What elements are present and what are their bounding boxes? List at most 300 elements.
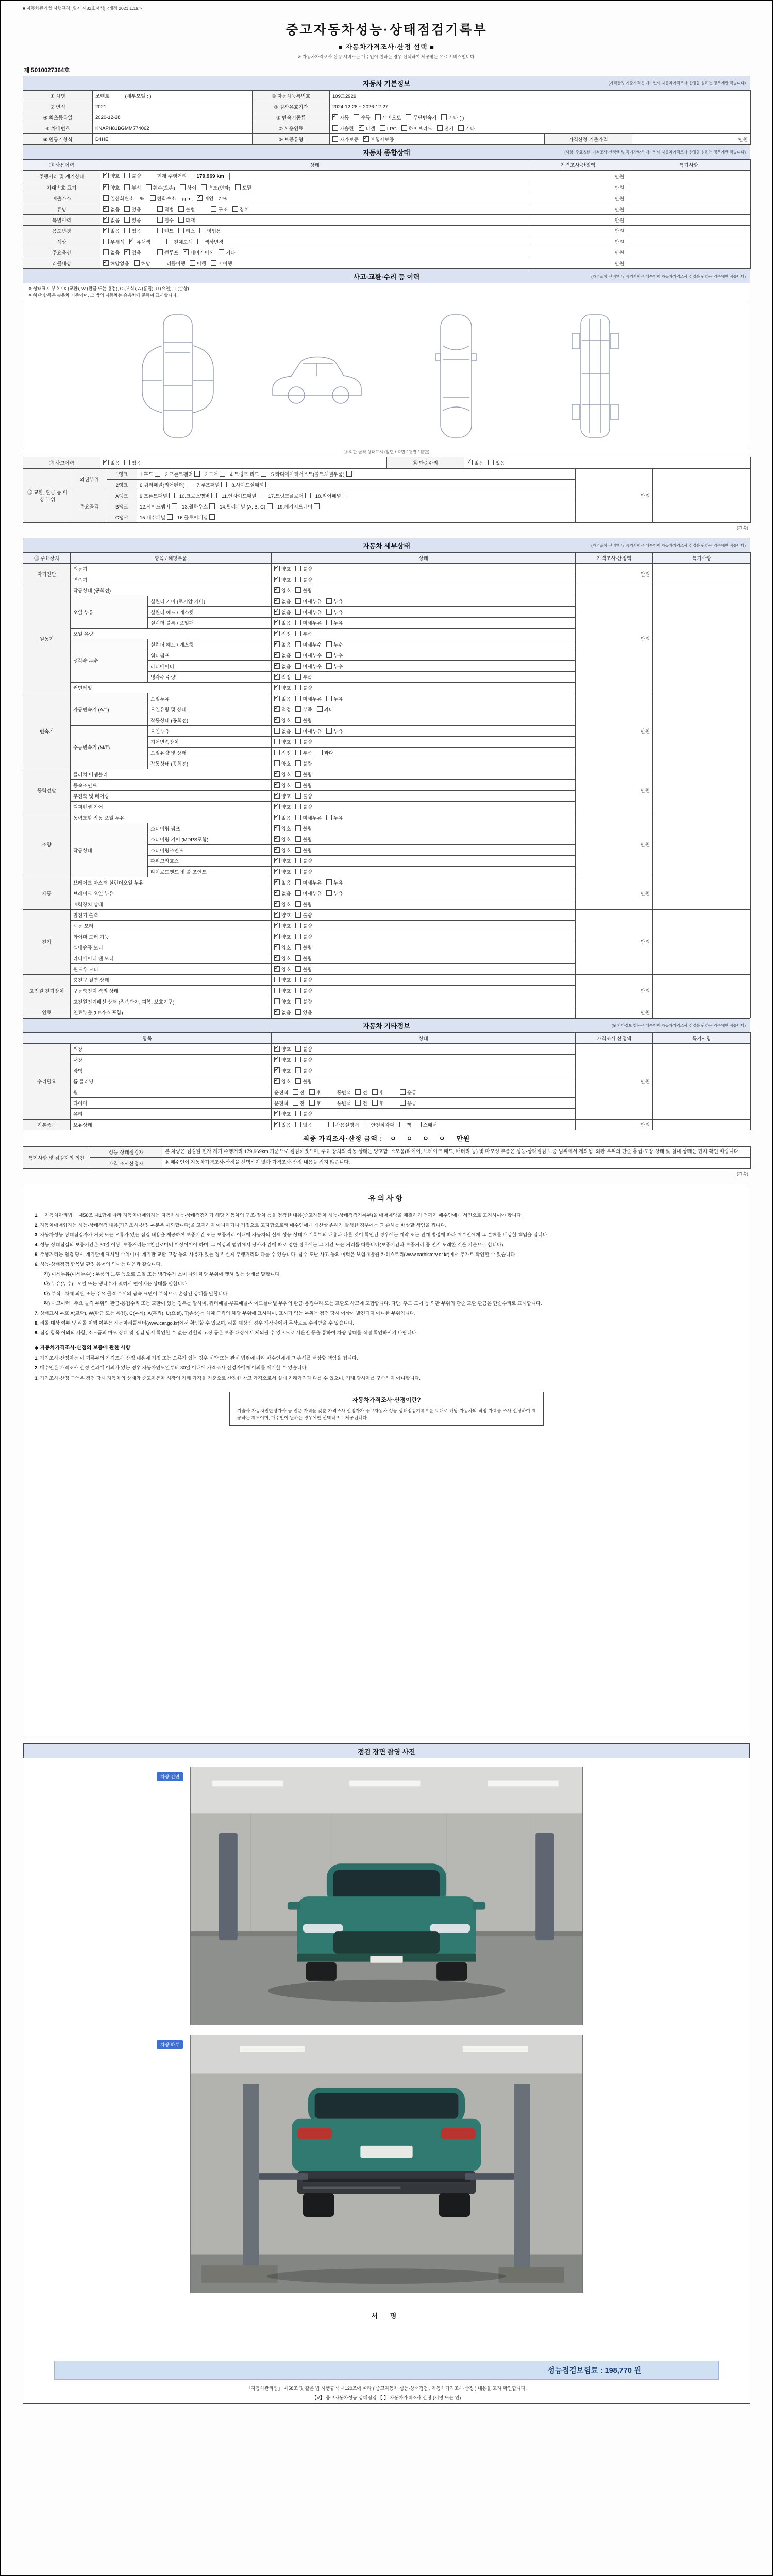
checkbox-option[interactable]: 불량 xyxy=(295,836,312,843)
checkbox-option[interactable]: 불량 xyxy=(295,846,312,854)
checkbox[interactable] xyxy=(326,696,332,701)
checkbox-option[interactable]: 누유 xyxy=(326,890,343,897)
checkbox-option[interactable]: 불량 xyxy=(295,565,312,572)
checkbox[interactable] xyxy=(274,1009,280,1015)
checkbox-option[interactable]: ✓ 양호 xyxy=(274,1067,291,1074)
checkbox-option[interactable]: 불량 xyxy=(295,933,312,940)
checkbox[interactable] xyxy=(274,1111,280,1116)
checkbox[interactable] xyxy=(103,228,109,233)
checkbox-option[interactable]: 불량 xyxy=(295,965,312,973)
checkbox[interactable] xyxy=(232,206,238,212)
checkbox[interactable] xyxy=(146,184,152,190)
checkbox[interactable] xyxy=(274,739,280,744)
checkbox[interactable] xyxy=(305,493,311,498)
checkbox-option[interactable]: 불량 xyxy=(295,998,312,1005)
checkbox-option[interactable]: ✓ 매연 xyxy=(197,195,213,202)
checkbox-option[interactable]: ✓ 양호 xyxy=(274,868,291,875)
checkbox-option[interactable]: 전 xyxy=(355,1089,367,1096)
checkbox[interactable] xyxy=(178,228,184,233)
checkbox[interactable] xyxy=(211,260,216,266)
checkbox[interactable] xyxy=(372,1089,378,1095)
checkbox[interactable] xyxy=(295,1111,301,1116)
checkbox[interactable] xyxy=(235,184,241,190)
checkbox-option[interactable]: 훼손(오손) xyxy=(146,184,175,191)
checkbox[interactable] xyxy=(274,631,280,636)
checkbox[interactable] xyxy=(274,760,280,766)
checkbox[interactable] xyxy=(221,482,227,487)
checkbox-option[interactable]: 세미오토 xyxy=(375,114,401,121)
checkbox[interactable] xyxy=(124,184,130,190)
checkbox[interactable] xyxy=(326,663,332,669)
checkbox[interactable] xyxy=(372,1100,378,1106)
checkbox[interactable] xyxy=(328,1122,334,1127)
checkbox[interactable] xyxy=(295,901,301,907)
checkbox[interactable] xyxy=(274,944,280,950)
checkbox[interactable] xyxy=(258,493,263,498)
checkbox-option[interactable]: 불량 xyxy=(295,1110,312,1117)
checkbox[interactable] xyxy=(178,217,184,223)
checkbox-option[interactable]: ✓ 없음 xyxy=(103,216,120,224)
checkbox[interactable] xyxy=(103,184,109,190)
checkbox-option[interactable]: 누유 xyxy=(326,619,343,626)
checkbox[interactable] xyxy=(274,620,280,625)
checkbox[interactable] xyxy=(332,136,338,142)
checkbox-option[interactable]: 무채색 xyxy=(103,238,125,245)
checkbox[interactable] xyxy=(274,955,280,961)
checkbox-option[interactable]: ✓ 양호 xyxy=(274,782,291,789)
checkbox-option[interactable]: 불량 xyxy=(295,717,312,724)
checkbox-option[interactable]: 누유 xyxy=(326,598,343,605)
checkbox[interactable] xyxy=(274,728,280,734)
checkbox[interactable] xyxy=(295,912,301,918)
panel-checkbox-option[interactable]: 1.후드 xyxy=(140,470,160,478)
checkbox-option[interactable]: ✓ 양호 xyxy=(274,1078,291,1085)
checkbox-option[interactable]: 있음 xyxy=(124,206,141,213)
checkbox-option[interactable]: 전 xyxy=(293,1089,305,1096)
checkbox-option[interactable]: 수동 xyxy=(354,114,370,121)
checkbox[interactable] xyxy=(150,195,156,201)
checkbox-option[interactable]: ✓ 자동 xyxy=(332,114,349,121)
checkbox[interactable] xyxy=(326,652,332,658)
checkbox[interactable] xyxy=(172,503,177,509)
checkbox-option[interactable]: 양호 xyxy=(274,738,291,745)
checkbox-option[interactable]: 미세누수 xyxy=(295,652,322,659)
checkbox[interactable] xyxy=(274,566,280,571)
checkbox[interactable] xyxy=(265,482,271,487)
checkbox-option[interactable]: 불량 xyxy=(295,857,312,865)
checkbox[interactable] xyxy=(295,587,301,593)
checkbox-option[interactable]: 누수 xyxy=(326,663,343,670)
checkbox[interactable] xyxy=(295,977,301,982)
checkbox-option[interactable]: 장치 xyxy=(232,206,249,213)
checkbox-option[interactable]: 불량 xyxy=(295,868,312,875)
checkbox[interactable] xyxy=(441,114,447,120)
checkbox[interactable] xyxy=(274,804,280,809)
checkbox[interactable] xyxy=(274,652,280,658)
checkbox-option[interactable]: 후 xyxy=(372,1099,384,1107)
checkbox-option[interactable]: LPG xyxy=(380,125,397,132)
checkbox-option[interactable]: ✓ 양호 xyxy=(274,922,291,929)
checkbox-option[interactable]: 미세누유 xyxy=(295,598,322,605)
checkbox[interactable] xyxy=(157,228,163,233)
checkbox-option[interactable]: ✓ 양호 xyxy=(274,825,291,832)
checkbox-option[interactable]: ✓ 없음 xyxy=(103,227,120,234)
checkbox-option[interactable]: ✓ 유채색 xyxy=(129,238,151,245)
checkbox[interactable] xyxy=(326,890,332,896)
checkbox[interactable] xyxy=(295,955,301,961)
checkbox[interactable] xyxy=(326,620,332,625)
checkbox[interactable] xyxy=(295,890,301,896)
checkbox-option[interactable]: ✓ 양호 xyxy=(274,1045,291,1053)
checkbox-option[interactable]: 누유 xyxy=(326,814,343,821)
checkbox[interactable] xyxy=(295,966,301,972)
checkbox-option[interactable]: 잭 xyxy=(399,1121,411,1128)
checkbox[interactable] xyxy=(274,577,280,582)
checkbox[interactable] xyxy=(274,771,280,777)
checkbox-option[interactable]: 화재 xyxy=(178,216,195,224)
checkbox[interactable] xyxy=(274,998,280,1004)
checkbox[interactable] xyxy=(346,471,352,477)
checkbox-option[interactable]: 불량 xyxy=(295,782,312,789)
checkbox[interactable] xyxy=(401,125,407,131)
checkbox-option[interactable]: 누수 xyxy=(326,652,343,659)
checkbox[interactable] xyxy=(295,728,301,734)
checkbox-option[interactable]: ✓ 양호 xyxy=(274,846,291,854)
checkbox-option[interactable]: 상이 xyxy=(180,184,196,191)
checkbox[interactable] xyxy=(326,879,332,885)
checkbox-option[interactable]: 불량 xyxy=(295,911,312,919)
checkbox[interactable] xyxy=(124,206,130,212)
checkbox[interactable] xyxy=(295,1122,301,1127)
checkbox-option[interactable]: 탄화수소 xyxy=(150,195,176,202)
checkbox[interactable] xyxy=(295,793,301,799)
checkbox[interactable] xyxy=(364,1122,369,1127)
checkbox-option[interactable]: 미세누유 xyxy=(295,727,322,735)
checkbox[interactable] xyxy=(211,493,217,498)
checkbox-option[interactable]: 과다 xyxy=(317,749,333,756)
checkbox[interactable] xyxy=(157,217,163,223)
checkbox-option[interactable]: 불량 xyxy=(295,738,312,745)
checkbox[interactable] xyxy=(124,173,130,178)
checkbox[interactable] xyxy=(295,1067,301,1073)
checkbox[interactable] xyxy=(274,641,280,647)
panel-checkbox-option[interactable]: 8.사이드실패널 xyxy=(231,481,271,488)
checkbox[interactable] xyxy=(295,771,301,777)
signature-blank-space[interactable] xyxy=(23,2324,750,2357)
panel-checkbox-option[interactable]: 9.프론트패널 xyxy=(140,492,175,499)
checkbox[interactable] xyxy=(295,631,301,636)
checkbox-option[interactable]: ✓ 없음 xyxy=(274,608,291,616)
checkbox[interactable] xyxy=(355,1089,361,1095)
checkbox[interactable] xyxy=(332,114,338,120)
checkbox-option[interactable]: 일산화탄소 xyxy=(103,195,134,202)
checkbox[interactable] xyxy=(293,1100,298,1106)
checkbox[interactable] xyxy=(267,503,273,509)
checkbox[interactable] xyxy=(274,696,280,701)
checkbox[interactable] xyxy=(103,195,109,201)
checkbox-option[interactable]: 미세누수 xyxy=(295,641,322,648)
checkbox[interactable] xyxy=(197,239,203,244)
checkbox[interactable] xyxy=(400,1089,406,1095)
checkbox[interactable] xyxy=(295,1009,301,1015)
checkbox-option[interactable]: ✓ 디젤 xyxy=(359,125,375,132)
checkbox-option[interactable]: 전기 xyxy=(437,125,453,132)
checkbox-option[interactable]: 불량 xyxy=(295,976,312,984)
checkbox-option[interactable]: ✓ 없음 xyxy=(274,641,291,648)
checkbox[interactable] xyxy=(220,471,225,477)
checkbox[interactable] xyxy=(293,1089,298,1095)
checkbox[interactable] xyxy=(274,587,280,593)
checkbox[interactable] xyxy=(295,750,301,755)
checkbox-option[interactable]: 부식 xyxy=(124,184,141,191)
checkbox[interactable] xyxy=(295,674,301,680)
checkbox[interactable] xyxy=(406,114,411,120)
panel-checkbox-option[interactable]: 7.루프패널 xyxy=(197,481,227,488)
checkbox-option[interactable]: 있음 xyxy=(124,216,141,224)
checkbox[interactable] xyxy=(155,471,160,477)
checkbox-option[interactable]: 있음 xyxy=(124,227,141,234)
checkbox-option[interactable]: ✓ 없음 xyxy=(274,598,291,605)
checkbox-option[interactable]: 불량 xyxy=(295,771,312,778)
checkbox-option[interactable]: ✓ 없음 xyxy=(103,459,120,466)
checkbox-option[interactable]: ✓ 없음 xyxy=(274,652,291,659)
checkbox[interactable] xyxy=(187,482,192,487)
checkbox-option[interactable]: 부족 xyxy=(295,706,312,713)
checkbox[interactable] xyxy=(197,195,203,201)
checkbox-option[interactable]: ✓ 양호 xyxy=(274,911,291,919)
panel-checkbox-option[interactable]: 2.프론트펜더 xyxy=(165,470,200,478)
checkbox[interactable] xyxy=(274,1067,280,1073)
checkbox[interactable] xyxy=(317,750,323,755)
checkbox[interactable] xyxy=(332,125,338,131)
checkbox-option[interactable]: 누유 xyxy=(326,727,343,735)
checkbox[interactable] xyxy=(261,471,266,477)
checkbox[interactable] xyxy=(124,228,130,233)
checkbox[interactable] xyxy=(274,1078,280,1084)
checkbox-option[interactable]: 불량 xyxy=(295,1067,312,1074)
checkbox-option[interactable]: 후 xyxy=(372,1089,384,1096)
checkbox-option[interactable]: ✓ 없음 xyxy=(274,663,291,670)
checkbox-option[interactable]: 응급 xyxy=(400,1089,416,1096)
checkbox-option[interactable]: 없음 xyxy=(274,727,291,735)
checkbox[interactable] xyxy=(274,706,280,712)
checkbox[interactable] xyxy=(295,869,301,874)
checkbox[interactable] xyxy=(274,879,280,885)
checkbox-option[interactable]: ✓ 양호 xyxy=(274,587,291,594)
checkbox[interactable] xyxy=(274,912,280,918)
checkbox[interactable] xyxy=(295,760,301,766)
checkbox[interactable] xyxy=(295,609,301,615)
checkbox-option[interactable]: 영업용 xyxy=(199,227,221,234)
checkbox-option[interactable]: 불량 xyxy=(295,901,312,908)
checkbox[interactable] xyxy=(295,620,301,625)
checkbox[interactable] xyxy=(274,825,280,831)
checkbox-option[interactable]: 누유 xyxy=(326,879,343,886)
checkbox[interactable] xyxy=(295,804,301,809)
checkbox-option[interactable]: ✓ 양호 xyxy=(274,684,291,691)
checkbox[interactable] xyxy=(194,471,200,477)
checkbox[interactable] xyxy=(199,228,205,233)
checkbox-option[interactable]: ✓ 양호 xyxy=(274,771,291,778)
checkbox-option[interactable]: 미이행 xyxy=(211,260,232,267)
checkbox[interactable] xyxy=(274,923,280,928)
checkbox[interactable] xyxy=(274,1122,280,1127)
checkbox[interactable] xyxy=(134,260,140,266)
checkbox[interactable] xyxy=(295,858,301,863)
panel-checkbox-option[interactable]: 16.플로어패널 xyxy=(177,514,215,521)
checkbox[interactable] xyxy=(295,652,301,658)
checkbox-option[interactable]: 전 xyxy=(293,1099,305,1107)
checkbox-option[interactable]: 안전삼각대 xyxy=(364,1121,395,1128)
checkbox[interactable] xyxy=(166,239,172,244)
checkbox-option[interactable]: 불량 xyxy=(295,955,312,962)
checkbox[interactable] xyxy=(326,815,332,820)
checkbox[interactable] xyxy=(354,114,359,120)
checkbox-option[interactable]: 불량 xyxy=(295,760,312,767)
checkbox-option[interactable]: 누유 xyxy=(326,608,343,616)
checkbox[interactable] xyxy=(488,460,494,465)
checkbox[interactable] xyxy=(274,750,280,755)
checkbox[interactable] xyxy=(169,493,175,498)
checkbox[interactable] xyxy=(363,136,369,142)
checkbox-option[interactable]: ✓ 있음 xyxy=(274,1121,291,1128)
checkbox[interactable] xyxy=(375,114,381,120)
checkbox-option[interactable]: ✓ 적정 xyxy=(274,706,291,713)
checkbox-option[interactable]: ✓ 양호 xyxy=(274,836,291,843)
checkbox[interactable] xyxy=(103,239,109,244)
checkbox-option[interactable]: 스패너 xyxy=(416,1121,438,1128)
checkbox-option[interactable]: ✓ 양호 xyxy=(274,944,291,951)
checkbox[interactable] xyxy=(274,717,280,723)
checkbox-option[interactable]: 구조 xyxy=(211,206,227,213)
checkbox-option[interactable]: ✓ 없음 xyxy=(274,619,291,626)
checkbox[interactable] xyxy=(295,879,301,885)
checkbox-option[interactable]: ✓ 적정 xyxy=(274,630,291,637)
checkbox[interactable] xyxy=(295,696,301,701)
checkbox-option[interactable]: 색상변경 xyxy=(197,238,224,245)
checkbox-option[interactable]: 사용설명서 xyxy=(328,1121,359,1128)
checkbox-option[interactable]: ✓ 양호 xyxy=(274,901,291,908)
checkbox[interactable] xyxy=(274,782,280,788)
checkbox[interactable] xyxy=(400,1100,406,1106)
checkbox-option[interactable]: ✓ 없음 xyxy=(274,695,291,702)
checkbox[interactable] xyxy=(295,782,301,788)
checkbox[interactable] xyxy=(295,598,301,604)
checkbox-option[interactable]: ✓ 없음 xyxy=(274,890,291,897)
checkbox[interactable] xyxy=(274,598,280,604)
checkbox-option[interactable]: ✓ 적정 xyxy=(274,673,291,681)
checkbox[interactable] xyxy=(295,566,301,571)
checkbox-option[interactable]: 미세누유 xyxy=(295,608,322,616)
checkbox[interactable] xyxy=(274,869,280,874)
checkbox[interactable] xyxy=(274,1046,280,1052)
checkbox-option[interactable]: 불법 xyxy=(178,206,195,213)
checkbox[interactable] xyxy=(124,460,130,465)
checkbox[interactable] xyxy=(274,847,280,853)
checkbox-option[interactable]: 불량 xyxy=(295,1056,312,1063)
checkbox[interactable] xyxy=(274,966,280,972)
checkbox[interactable] xyxy=(274,934,280,939)
checkbox-option[interactable]: ✓ 없음 xyxy=(467,459,483,466)
checkbox[interactable] xyxy=(326,598,332,604)
checkbox[interactable] xyxy=(437,125,443,131)
checkbox-option[interactable]: 후 xyxy=(309,1099,321,1107)
checkbox-option[interactable]: ✓ 양호 xyxy=(274,965,291,973)
checkbox[interactable] xyxy=(157,249,163,255)
checkbox-option[interactable]: 미세누유 xyxy=(295,619,322,626)
panel-checkbox-option[interactable]: 6.쿼터패널(리어펜더) xyxy=(140,481,192,488)
checkbox[interactable] xyxy=(103,249,109,255)
checkbox[interactable] xyxy=(295,1078,301,1084)
checkbox-option[interactable]: 전체도색 xyxy=(166,238,193,245)
panel-checkbox-option[interactable]: 11.인사이드패널 xyxy=(222,492,264,499)
checkbox-option[interactable]: 불량 xyxy=(295,825,312,832)
checkbox-option[interactable]: 미세누유 xyxy=(295,890,322,897)
checkbox-option[interactable]: 썬루프 xyxy=(157,249,179,256)
checkbox[interactable] xyxy=(309,1089,315,1095)
checkbox[interactable] xyxy=(359,125,364,131)
checkbox[interactable] xyxy=(343,493,348,498)
panel-checkbox-option[interactable]: 15.대쉬패널 xyxy=(140,514,173,521)
checkbox[interactable] xyxy=(295,739,301,744)
checkbox-option[interactable]: 불량 xyxy=(295,922,312,929)
checkbox-option[interactable]: ✓ 없음 xyxy=(274,814,291,821)
checkbox-option[interactable]: 후 xyxy=(309,1089,321,1096)
checkbox-option[interactable]: 무단변속기 xyxy=(406,114,436,121)
checkbox[interactable] xyxy=(274,663,280,669)
checkbox[interactable] xyxy=(326,728,332,734)
checkbox-option[interactable]: 양호 xyxy=(274,987,291,994)
checkbox-option[interactable]: ✓ 양호 xyxy=(274,1110,291,1117)
checkbox-option[interactable]: ✓ 양호 xyxy=(103,184,120,191)
checkbox[interactable] xyxy=(274,1057,280,1062)
checkbox[interactable] xyxy=(295,944,301,950)
checkbox-option[interactable]: 불량 xyxy=(295,803,312,810)
checkbox-option[interactable]: 침수 xyxy=(157,216,174,224)
checkbox-option[interactable]: 적정 xyxy=(274,749,291,756)
checkbox-option[interactable]: ✓ 없음 xyxy=(274,1009,291,1016)
checkbox[interactable] xyxy=(295,836,301,842)
checkbox[interactable] xyxy=(274,609,280,615)
checkbox[interactable] xyxy=(274,901,280,907)
checkbox-option[interactable]: 양호 xyxy=(274,760,291,767)
checkbox[interactable] xyxy=(103,260,109,266)
checkbox-option[interactable]: ✓ 보험사보증 xyxy=(363,135,394,143)
checkbox-option[interactable]: 부족 xyxy=(295,749,312,756)
checkbox-option[interactable]: 불량 xyxy=(295,576,312,583)
checkbox-option[interactable]: 불량 xyxy=(295,987,312,994)
checkbox-option[interactable]: 과다 xyxy=(317,706,333,713)
checkbox[interactable] xyxy=(274,685,280,690)
checkbox-option[interactable]: ✓ 네비게이션 xyxy=(183,249,214,256)
checkbox-option[interactable]: 불량 xyxy=(124,172,141,179)
checkbox-option[interactable]: 미세누수 xyxy=(295,663,322,670)
checkbox-option[interactable]: 응급 xyxy=(400,1099,416,1107)
checkbox[interactable] xyxy=(295,825,301,831)
checkbox[interactable] xyxy=(295,663,301,669)
checkbox[interactable] xyxy=(103,206,109,212)
checkbox[interactable] xyxy=(295,577,301,582)
checkbox[interactable] xyxy=(295,641,301,647)
checkbox-option[interactable]: 있음 xyxy=(295,1009,312,1016)
checkbox[interactable] xyxy=(458,125,464,131)
checkbox[interactable] xyxy=(467,460,473,465)
checkbox[interactable] xyxy=(380,125,385,131)
checkbox-option[interactable]: 있음 xyxy=(488,459,505,466)
checkbox-option[interactable]: 누수 xyxy=(326,641,343,648)
checkbox[interactable] xyxy=(157,206,163,212)
checkbox[interactable] xyxy=(295,998,301,1004)
